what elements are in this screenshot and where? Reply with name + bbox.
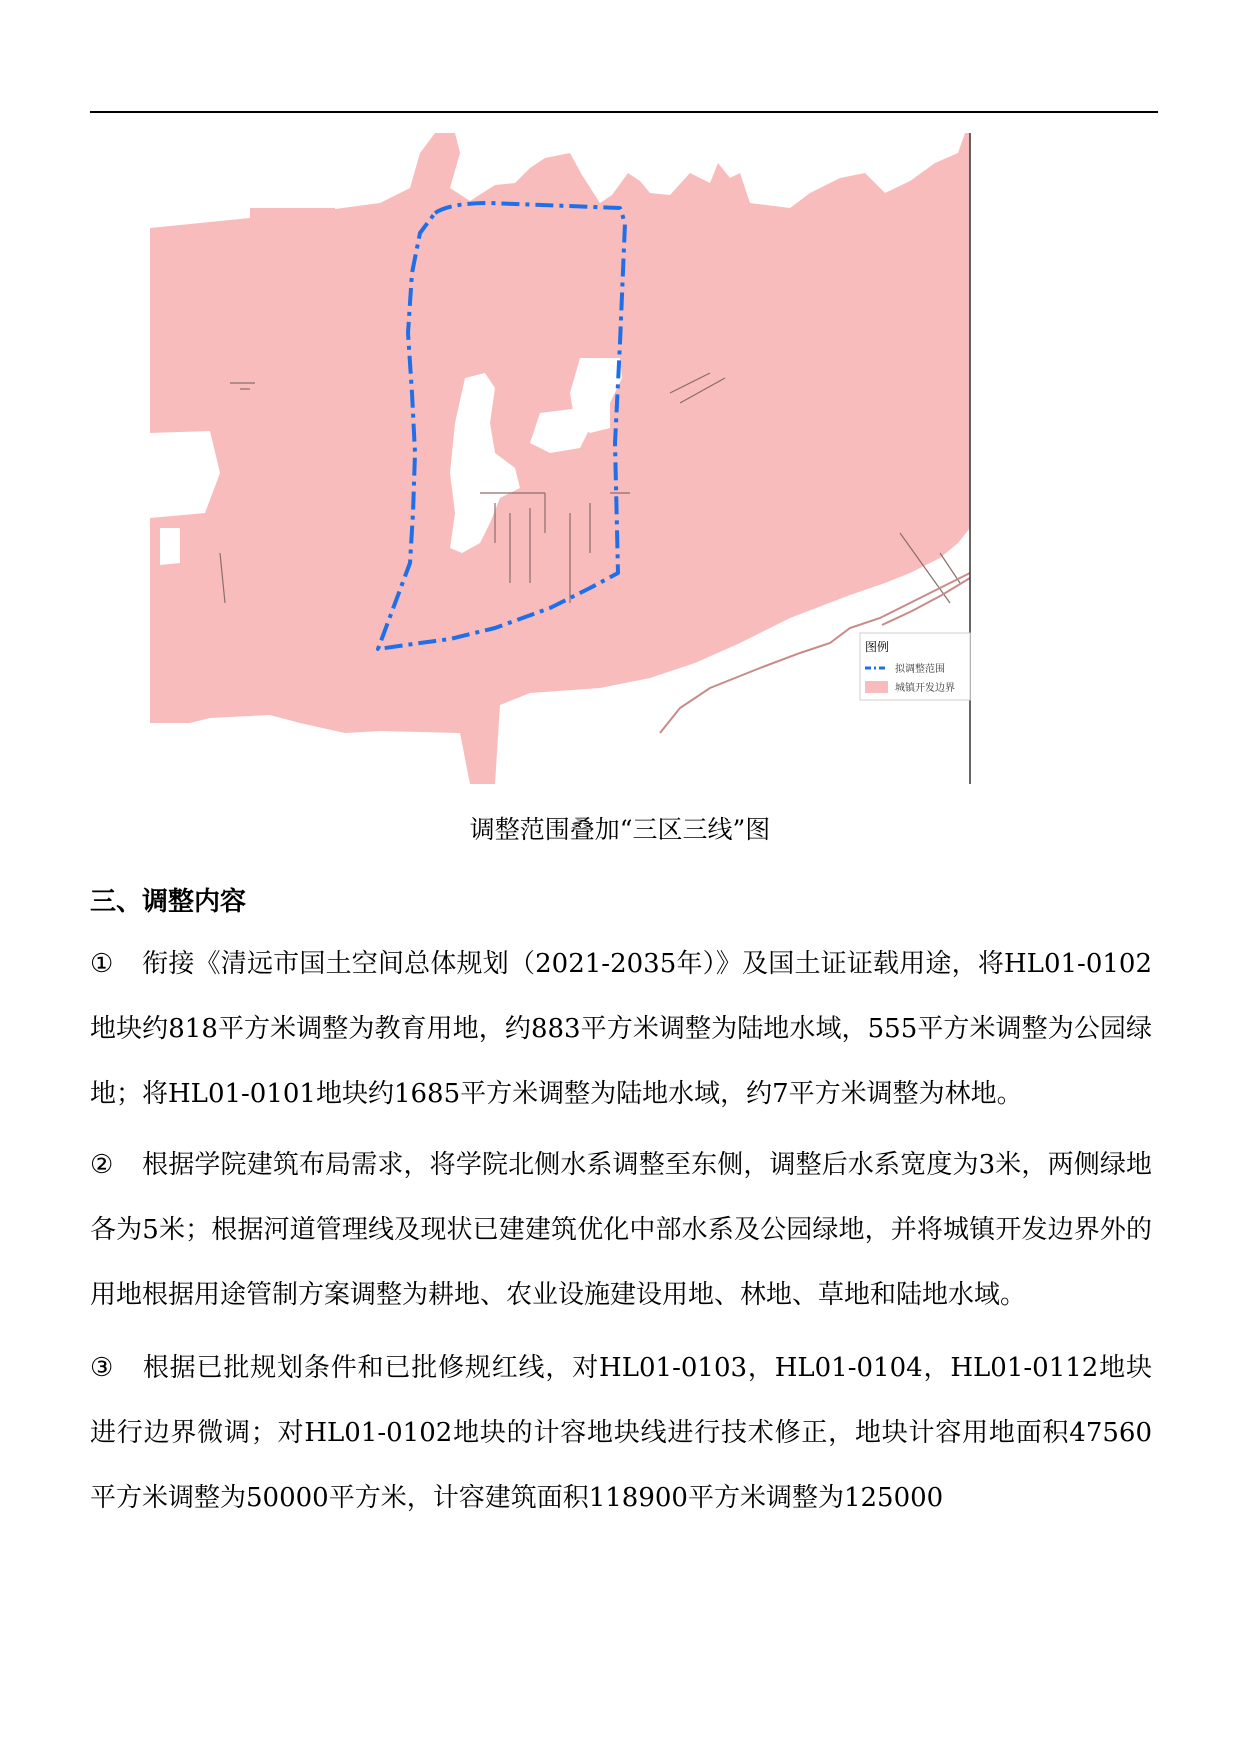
paragraph-marker: ① [90, 949, 114, 979]
legend-title: 图例 [865, 640, 890, 654]
paragraph-3 [90, 1336, 1152, 1531]
paragraph-text: 根据学院建筑布局需求，将学院北侧水系调整至东侧，调整后水系宽度为3米，两侧绿地各为5米；根据河道管理线及现状已建建筑优化中部水系及公园绿地，并将城镇开发边界外的用地根据用途管制方案调整为耕地、农业设施建设用地、林地、草地和陆地水域。 [90, 1150, 1152, 1310]
development-zone-area [150, 133, 970, 784]
legend-label-zone: 城镇开发边界 [895, 683, 955, 694]
paragraph-marker: ③ [90, 1353, 114, 1383]
paragraph-text: 衔接《清远市国土空间总体规划（2021-2035年）》及国土证证载用途，将HL01-0102地块约818平方米调整为教育用地，约883平方米调整为陆地水域，555平方米调整为公园绿地；将HL01-0101地块约1685平方米调整为陆地水域，约7平方米调整为林地。 [90, 949, 1152, 1109]
legend-label-boundary: 拟调整范围 [895, 664, 945, 675]
paragraph-1 [90, 932, 1152, 1127]
figure-caption: 调整范围叠加“三区三线”图 [469, 815, 771, 844]
legend-zone-symbol [865, 681, 888, 693]
header-rule [90, 111, 1158, 113]
section-heading: 三、调整内容 [90, 887, 247, 917]
paragraph-text: 根据已批规划条件和已批修规红线，对HL01-0103，HL01-0104，HL01-0112地块进行边界微调；对HL01-0102地块的计容地块线进行技术修正，地块计容用地面积47560平方米调整为50000平方米，计容建筑面积118900平方米调整为125000 [90, 1353, 1152, 1513]
map-legend [860, 633, 970, 700]
paragraph-2 [90, 1133, 1152, 1328]
paragraph-marker: ② [90, 1150, 114, 1180]
zoning-map [150, 133, 1083, 784]
